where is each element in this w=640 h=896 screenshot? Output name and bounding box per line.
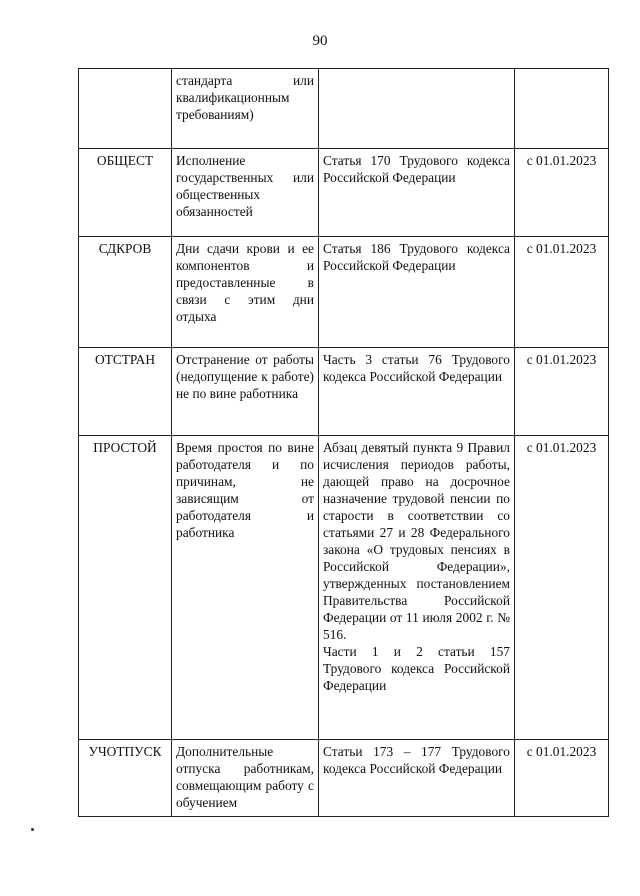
legal-basis-cell (319, 69, 515, 149)
effective-date-cell: с 01.01.2023 (515, 740, 609, 817)
code-cell: ОТСТРАН (79, 348, 172, 436)
effective-date-cell: с 01.01.2023 (515, 348, 609, 436)
code-cell: ОБЩЕСТ (79, 149, 172, 237)
legal-basis-cell: Часть 3 статьи 76 Трудового кодекса Российской Федерации (319, 348, 515, 436)
absence-codes-table (78, 68, 609, 817)
description-cell: Исполнение государственных или общественных обязанностей (172, 149, 319, 237)
effective-date-cell (515, 69, 609, 149)
legal-basis-cell: Статья 186 Трудового кодекса Российской Федерации (319, 237, 515, 348)
legal-basis-paragraph: Абзац девятый пункта 9 Правил исчисления периодов работы, дающей право на досрочное назначение трудовой пенсии по старости в соответствии со статьями 27 и 28 Федерального закона «О трудовых пенсиях в Российской Федерации», утвержденных постановлением Правительства Российской Федерации от 11 июля 2002 г. № 516. (323, 440, 510, 642)
effective-date-cell: с 01.01.2023 (515, 237, 609, 348)
effective-date-cell: с 01.01.2023 (515, 436, 609, 740)
code-cell (79, 69, 172, 149)
description-cell: Отстранение от работы (недопущение к работе) не по вине работника (172, 348, 319, 436)
effective-date-cell: с 01.01.2023 (515, 149, 609, 237)
description-cell: Дополнительные отпуска работникам, совмещающим работу с обучением (172, 740, 319, 817)
description-cell: Время простоя по вине работодателя и по причинам, не зависящим от работодателя и работника (172, 436, 319, 740)
table-row (79, 149, 609, 237)
table-row (79, 740, 609, 817)
table-row (79, 69, 609, 149)
code-cell: УЧОТПУСК (79, 740, 172, 817)
page-number: 90 (312, 33, 328, 49)
code-cell: ПРОСТОЙ (79, 436, 172, 740)
legal-basis-cell: Статьи 173 – 177 Трудового кодекса Российской Федерации (319, 740, 515, 817)
scan-speck (31, 828, 34, 831)
table-row (79, 237, 609, 348)
description-cell: стандарта или квалификационным требованиям) (172, 69, 319, 149)
description-cell: Дни сдачи крови и ее компонентов и предоставленные в связи с этим дни отдыха (172, 237, 319, 348)
code-cell: СДКРОВ (79, 237, 172, 348)
table-row (79, 436, 609, 740)
legal-basis-cell: Статья 170 Трудового кодекса Российской Федерации (319, 149, 515, 237)
legal-basis-paragraph: Части 1 и 2 статьи 157 Трудового кодекса Российской Федерации (323, 644, 510, 693)
table-row (79, 348, 609, 436)
legal-basis-cell (319, 436, 515, 740)
